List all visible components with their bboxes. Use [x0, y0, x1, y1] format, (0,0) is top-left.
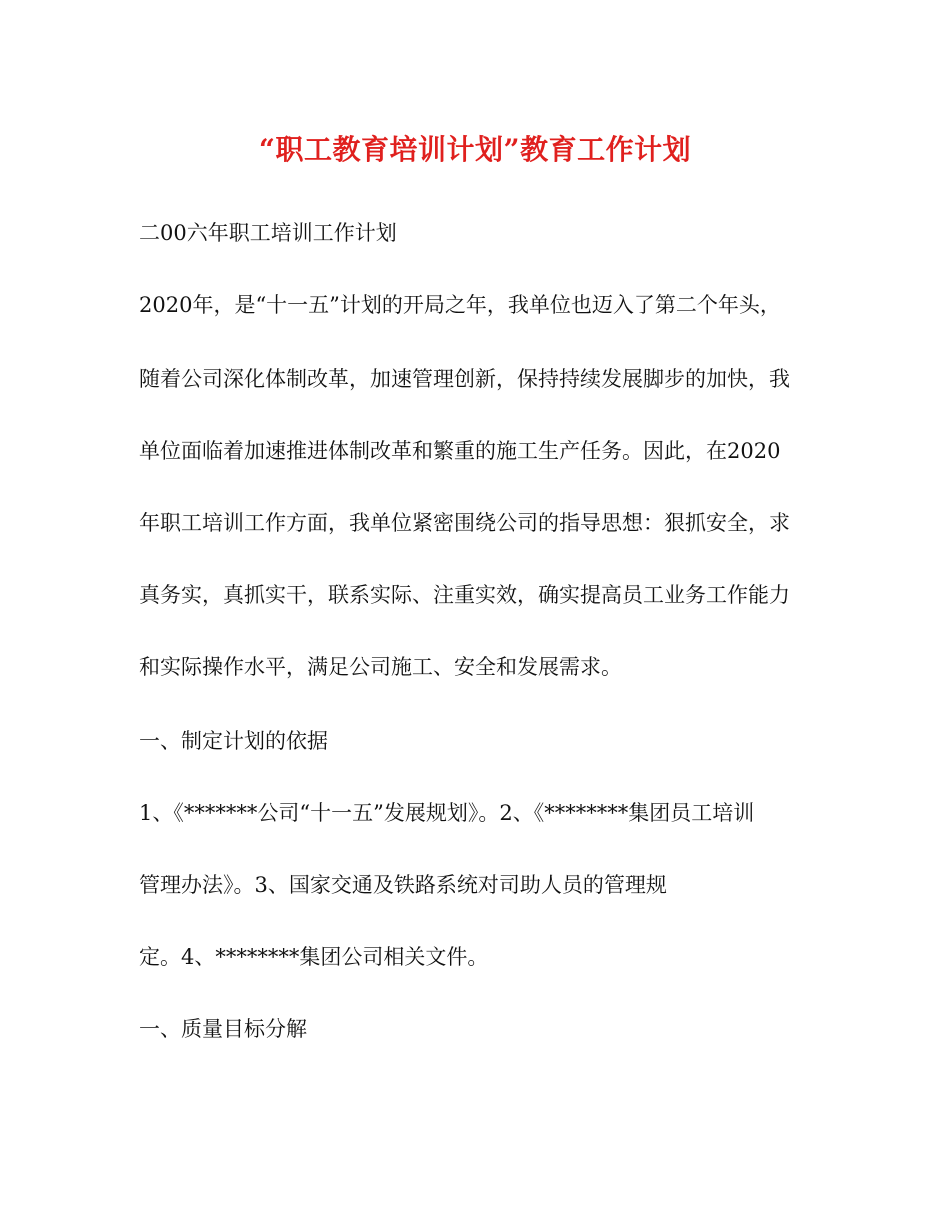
- paragraph-line: 随着公司深化体制改革，加速管理创新，保持持续发展脚步的加快，我: [139, 367, 790, 391]
- paragraph-line: 2020年，是“十一五”计划的开局之年，我单位也迈入了第二个年头，: [139, 293, 781, 317]
- document-title: “职工教育培训计划”教育工作计划: [258, 133, 692, 166]
- section-heading: 一、制定计划的依据: [139, 729, 328, 753]
- paragraph-line: 管理办法》。3、国家交通及铁路系统对司助人员的管理规: [139, 873, 667, 897]
- paragraph-line: 年职工培训工作方面，我单位紧密围绕公司的指导思想：狠抓安全，求: [139, 511, 790, 535]
- subtitle-line: 二00六年职工培训工作计划: [139, 221, 397, 245]
- paragraph-line: 定。4、********集团公司相关文件。: [139, 945, 489, 969]
- paragraph-line: 单位面临着加速推进体制改革和繁重的施工生产任务。因此，在2020: [139, 439, 781, 463]
- paragraph-line: 1、《*******公司“十一五”发展规划》。2、《********集团员工培训: [139, 801, 755, 825]
- section-heading: 一、质量目标分解: [139, 1017, 307, 1041]
- paragraph-line: 和实际操作水平，满足公司施工、安全和发展需求。: [139, 655, 622, 679]
- paragraph-line: 真务实，真抓实干，联系实际、注重实效，确实提高员工业务工作能力: [139, 583, 790, 607]
